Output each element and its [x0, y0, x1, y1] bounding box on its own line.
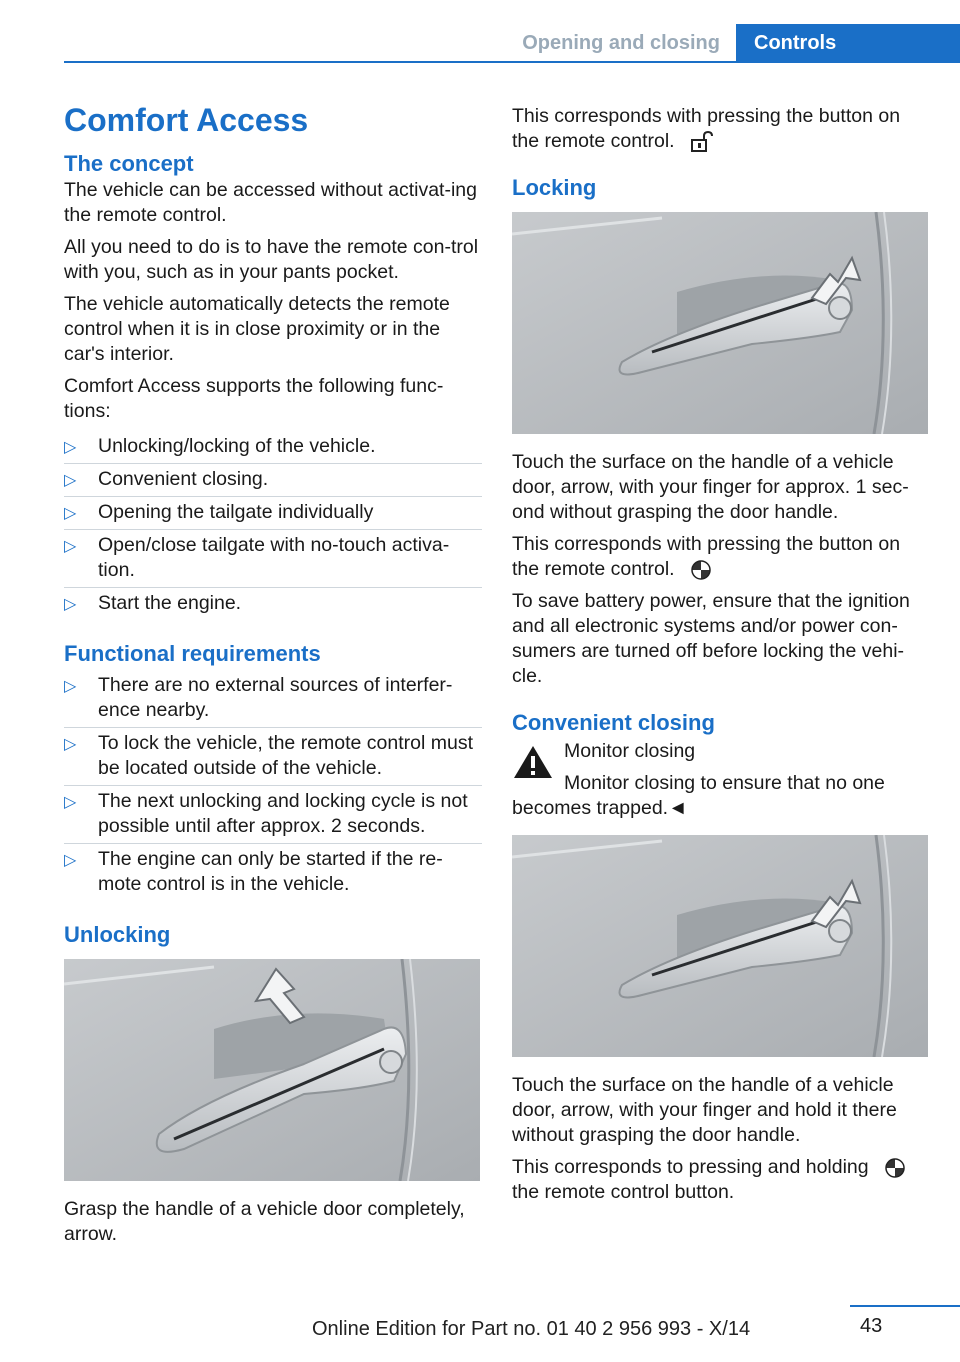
page-number: 43: [860, 1315, 883, 1337]
requirements-heading: Functional requirements: [64, 641, 321, 666]
unlocking-heading: Unlocking: [64, 922, 171, 947]
closing-paragraph: This corresponds to pressing and holding the remote control button.: [512, 1155, 932, 1205]
locking-heading: Locking: [512, 175, 597, 200]
list-item: ▷ Unlocking/locking of the vehicle.: [64, 431, 482, 464]
warning-text: Monitor closing to ensure that no one becomes trapped.◄: [512, 772, 885, 819]
unlock-icon: [690, 131, 716, 153]
header-section: Opening and closing: [522, 31, 720, 54]
warning-icon: [512, 743, 554, 781]
list-item: ▷ Opening the tailgate individually: [64, 497, 482, 530]
footer-rule: [850, 1305, 960, 1307]
concept-paragraph: Comfort Access supports the following func-tions:: [64, 375, 444, 422]
door-handle-illustration-locking: [512, 212, 928, 434]
closing-heading: Convenient closing: [512, 710, 715, 735]
locking-paragraph: To save battery power, ensure that the ignition and all electronic systems and/or power con-sumers are turned off before locking the vehi-cle.: [512, 590, 910, 687]
left-column: [64, 100, 482, 1254]
closing-paragraph: Touch the surface on the handle of a vehicle door, arrow, with your finger and hold it there without grasping the door handle.: [512, 1074, 897, 1146]
unlocking-caption: Grasp the handle of a vehicle door completely, arrow.: [64, 1198, 465, 1245]
bullet-triangle-icon: ▷: [64, 538, 77, 555]
concept-paragraph: The vehicle automatically detects the remote control when it is in close proximity or in the car's interior.: [64, 293, 450, 365]
door-handle-illustration-unlocking: [64, 959, 480, 1181]
header-rule: [64, 61, 960, 63]
warning-block: [512, 739, 932, 764]
locking-paragraph: Touch the surface on the handle of a vehicle door, arrow, with your finger for approx. 1 sec-ond without grasping the door handle.: [512, 451, 909, 523]
lock-icon: [884, 1157, 906, 1179]
list-item: ▷ To lock the vehicle, the remote control must be located outside of the vehicle.: [64, 728, 482, 786]
concept-paragraph: All you need to do is to have the remote con-trol with you, such as in your pants pocket.: [64, 236, 479, 283]
list-item: ▷ Convenient closing.: [64, 464, 482, 497]
list-item: ▷ There are no external sources of interfer-ence nearby.: [64, 670, 482, 728]
list-item: ▷ Open/close tailgate with no-touch activa-tion.: [64, 530, 482, 588]
bullet-triangle-icon: ▷: [64, 505, 77, 522]
door-handle-illustration-closing: [512, 835, 928, 1057]
warning-title: Monitor closing: [564, 740, 696, 762]
locking-paragraph: This corresponds with pressing the button on the remote control.: [512, 533, 901, 580]
bullet-triangle-icon: ▷: [64, 794, 77, 811]
bullet-triangle-icon: ▷: [64, 596, 77, 613]
requirements-list: [64, 670, 482, 901]
list-item: ▷ Start the engine.: [64, 588, 482, 620]
concept-paragraph: The vehicle can be accessed without activat-ing the remote control.: [64, 179, 477, 226]
unlock-remote-note: This corresponds with pressing the button on the remote control.: [512, 105, 901, 152]
bullet-triangle-icon: ▷: [64, 678, 77, 695]
list-item: ▷ The next unlocking and locking cycle is not possible until after approx. 2 seconds.: [64, 786, 482, 844]
list-item: ▷ The engine can only be started if the re-mote control is in the vehicle.: [64, 848, 443, 895]
lock-icon: [690, 559, 712, 581]
header-chapter: Controls: [736, 24, 960, 62]
bullet-triangle-icon: ▷: [64, 439, 77, 456]
bullet-triangle-icon: ▷: [64, 472, 77, 489]
bullet-triangle-icon: ▷: [64, 736, 77, 753]
functions-list: [64, 431, 482, 620]
right-column: [512, 104, 932, 1212]
page-title: Comfort Access: [64, 102, 309, 138]
concept-heading: The concept: [64, 151, 194, 176]
footer-edition-text: Online Edition for Part no. 01 40 2 956 993 - X/14: [312, 1318, 751, 1340]
bullet-triangle-icon: ▷: [64, 852, 77, 869]
